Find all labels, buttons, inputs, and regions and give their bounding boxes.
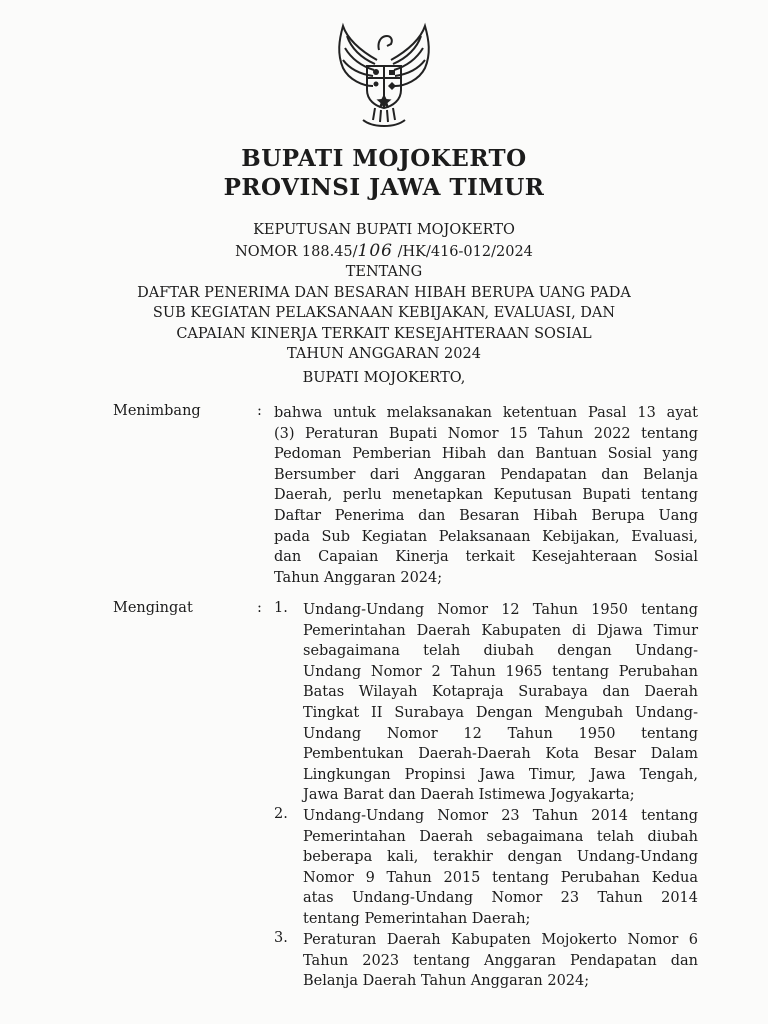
text-line: Undang Nomor 2 Tahun 1965 tentang Perubahan (303, 663, 698, 680)
handwritten-number: 106 (357, 240, 393, 261)
list-item-number: 1. (274, 600, 288, 616)
decree-subject-line: CAPAIAN KINERJA TERKAIT KESEJAHTERAAN SOSIAL (176, 325, 592, 342)
text-line: beberapa kali, terakhir dengan Undang-Undang (303, 849, 698, 866)
text-line: bahwa untuk melaksanakan ketentuan Pasal 13 ayat (274, 405, 698, 421)
text-line: Batas Wilayah Kotapraja Surabaya dan Daerah (303, 684, 698, 701)
mengingat-label: Mengingat (113, 600, 193, 616)
text-line: Belanja Daerah Tahun Anggaran 2024; (303, 973, 590, 990)
page-subtitle: PROVINSI JAWA TIMUR (223, 174, 545, 201)
list-item (303, 806, 698, 930)
decree-heading (0, 220, 768, 365)
text-line: Pemerintahan Daerah Kabupaten di Djawa Timur (303, 622, 698, 639)
text-line: dan Capaian Kinerja terkait Kesejahteraan Sosial (274, 549, 698, 566)
menimbang-text (274, 403, 698, 588)
text-line: (3) Peraturan Bupati Nomor 15 Tahun 2022 tentang (274, 425, 698, 442)
authority-heading: BUPATI MOJOKERTO, (302, 370, 466, 386)
text-line: Tahun Anggaran 2024; (274, 569, 443, 586)
text-line: Daftar Penerima dan Besaran Hibah Berupa Uang (274, 507, 698, 524)
text-line: Jawa Barat dan Daerah Istimewa Jogyakarta; (303, 787, 635, 804)
list-item (303, 930, 698, 992)
decree-subject-line: SUB KEGIATAN PELAKSANAAN KEBIJAKAN, EVALUASI, DAN (152, 305, 616, 321)
decree-number (0, 241, 768, 263)
menimbang-colon: : (257, 403, 262, 419)
text-line: Daerah, perlu menetapkan Keputusan Bupati tentang (274, 487, 698, 504)
text-line: Peraturan Daerah Kabupaten Mojokerto Nomor 6 (303, 932, 698, 948)
text-line: Nomor 9 Tahun 2015 tentang Perubahan Kedua (303, 869, 698, 886)
list-item-number: 2. (274, 806, 288, 822)
list-item (303, 600, 698, 806)
decree-subject-line: TAHUN ANGGARAN 2024 (287, 346, 481, 362)
garuda-emblem-icon (329, 20, 439, 132)
text-line: atas Undang-Undang Nomor 23 Tahun 2014 (303, 890, 698, 907)
text-line: Pedoman Pemberian Hibah dan Bantuan Sosial yang (274, 446, 698, 463)
text-line: Undang Nomor 12 Tahun 1950 tentang (303, 725, 698, 742)
text-line: Pembentukan Daerah-Daerah Kota Besar Dalam (303, 746, 698, 763)
text-line: Undang-Undang Nomor 12 Tahun 1950 tentang (303, 602, 698, 618)
mengingat-colon: : (257, 600, 262, 616)
text-line: Pemerintahan Daerah sebagaimana telah diubah (303, 828, 698, 845)
text-line: Lingkungan Propinsi Jawa Timur, Jawa Tengah, (303, 766, 698, 783)
text-line: Tahun 2023 tentang Anggaran Pendapatan dan (303, 952, 698, 969)
decree-subject-line: DAFTAR PENERIMA DAN BESARAN HIBAH BERUPA UANG PADA (137, 284, 631, 301)
list-item-number: 3. (274, 930, 288, 946)
decree-number-suffix: /HK/416-012/2024 (393, 243, 533, 260)
text-line: sebagaimana telah diubah dengan Undang- (303, 643, 698, 660)
text-line: pada Sub Kegiatan Pelaksanaan Kebijakan, Evaluasi, (274, 528, 698, 545)
menimbang-label: Menimbang (113, 403, 201, 419)
decree-about: TENTANG (345, 264, 423, 280)
text-line: Bersumber dari Anggaran Pendapatan dan Belanja (274, 466, 698, 483)
text-line: Undang-Undang Nomor 23 Tahun 2014 tentang (303, 808, 698, 824)
text-line: Tingkat II Surabaya Dengan Mengubah Undang- (303, 704, 698, 721)
decree-type: KEPUTUSAN BUPATI MOJOKERTO (253, 222, 515, 238)
page-title: BUPATI MOJOKERTO (241, 145, 527, 172)
decree-number-prefix: NOMOR 188.45/ (235, 243, 358, 260)
text-line: tentang Pemerintahan Daerah; (303, 910, 531, 927)
